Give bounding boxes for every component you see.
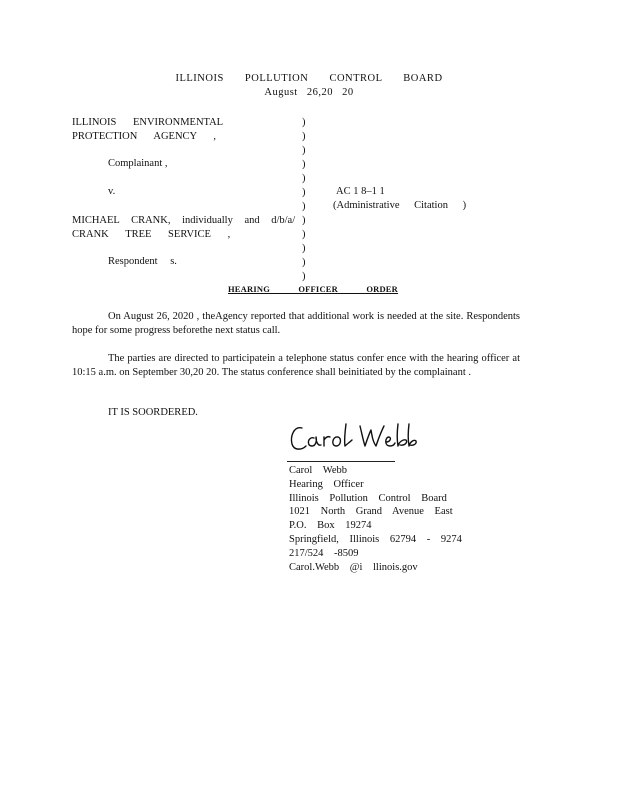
- closing-line: IT IS SOORDERED.: [108, 407, 198, 418]
- handwritten-signature: [288, 418, 418, 463]
- complainant-name-line2: PROTECTION AGENCY ,: [72, 131, 216, 142]
- board-name: Illinois Pollution Control Board: [289, 492, 447, 504]
- versus-label: v.: [108, 186, 116, 197]
- order-date: August 26,20 20: [264, 87, 354, 98]
- street-address: 1021 North Grand Avenue East: [289, 506, 453, 518]
- complainant-role: Complainant ,: [108, 158, 168, 169]
- po-box: P.O. Box 19274: [289, 520, 372, 532]
- case-number: AC 1 8–1 1: [336, 186, 385, 197]
- case-type: (Administrative Citation ): [333, 200, 467, 211]
- city-state-zip: Springfield, Illinois 62794 - 9274: [289, 533, 462, 545]
- signature-image: [288, 418, 418, 460]
- paragraph-2-text: The parties are directed to participatein a telephone status confer ence with the hearing officer at 10:15 a.m. on September 30,20 20. The status conference shall beinitiated by the complainant .: [72, 353, 520, 378]
- order-paragraph-2: [72, 352, 520, 380]
- respondent-role: Respondent s.: [108, 256, 177, 267]
- board-title: ILLINOIS POLLUTION CONTROL BOARD: [175, 73, 443, 84]
- order-paragraph-1: [72, 310, 520, 338]
- signature-block: [289, 464, 462, 574]
- order-heading: HEARING OFFICER ORDER: [228, 284, 399, 294]
- respondent-name-line2: CRANK TREE SERVICE ,: [72, 229, 231, 240]
- respondent-name-line1: MICHAEL CRANK, individually and d/b/a/: [72, 215, 296, 226]
- complainant-name-line1: ILLINOIS ENVIRONMENTAL: [72, 117, 224, 128]
- officer-title: Hearing Officer: [289, 478, 364, 490]
- paragraph-1-text: On August 26, 2020 , theAgency reported that additional work is needed at the site. Respondents hope for some progress beforethe next status call.: [72, 311, 520, 336]
- email-address[interactable]: Carol.Webb @i llinois.gov: [289, 561, 418, 573]
- phone-number: 217/524 -8509: [289, 547, 359, 559]
- officer-name: Carol Webb: [289, 465, 347, 476]
- caption-parentheses: ) ) ) ) ) ) ) ) ) ) ) ): [302, 117, 306, 282]
- signature-line: [287, 461, 395, 462]
